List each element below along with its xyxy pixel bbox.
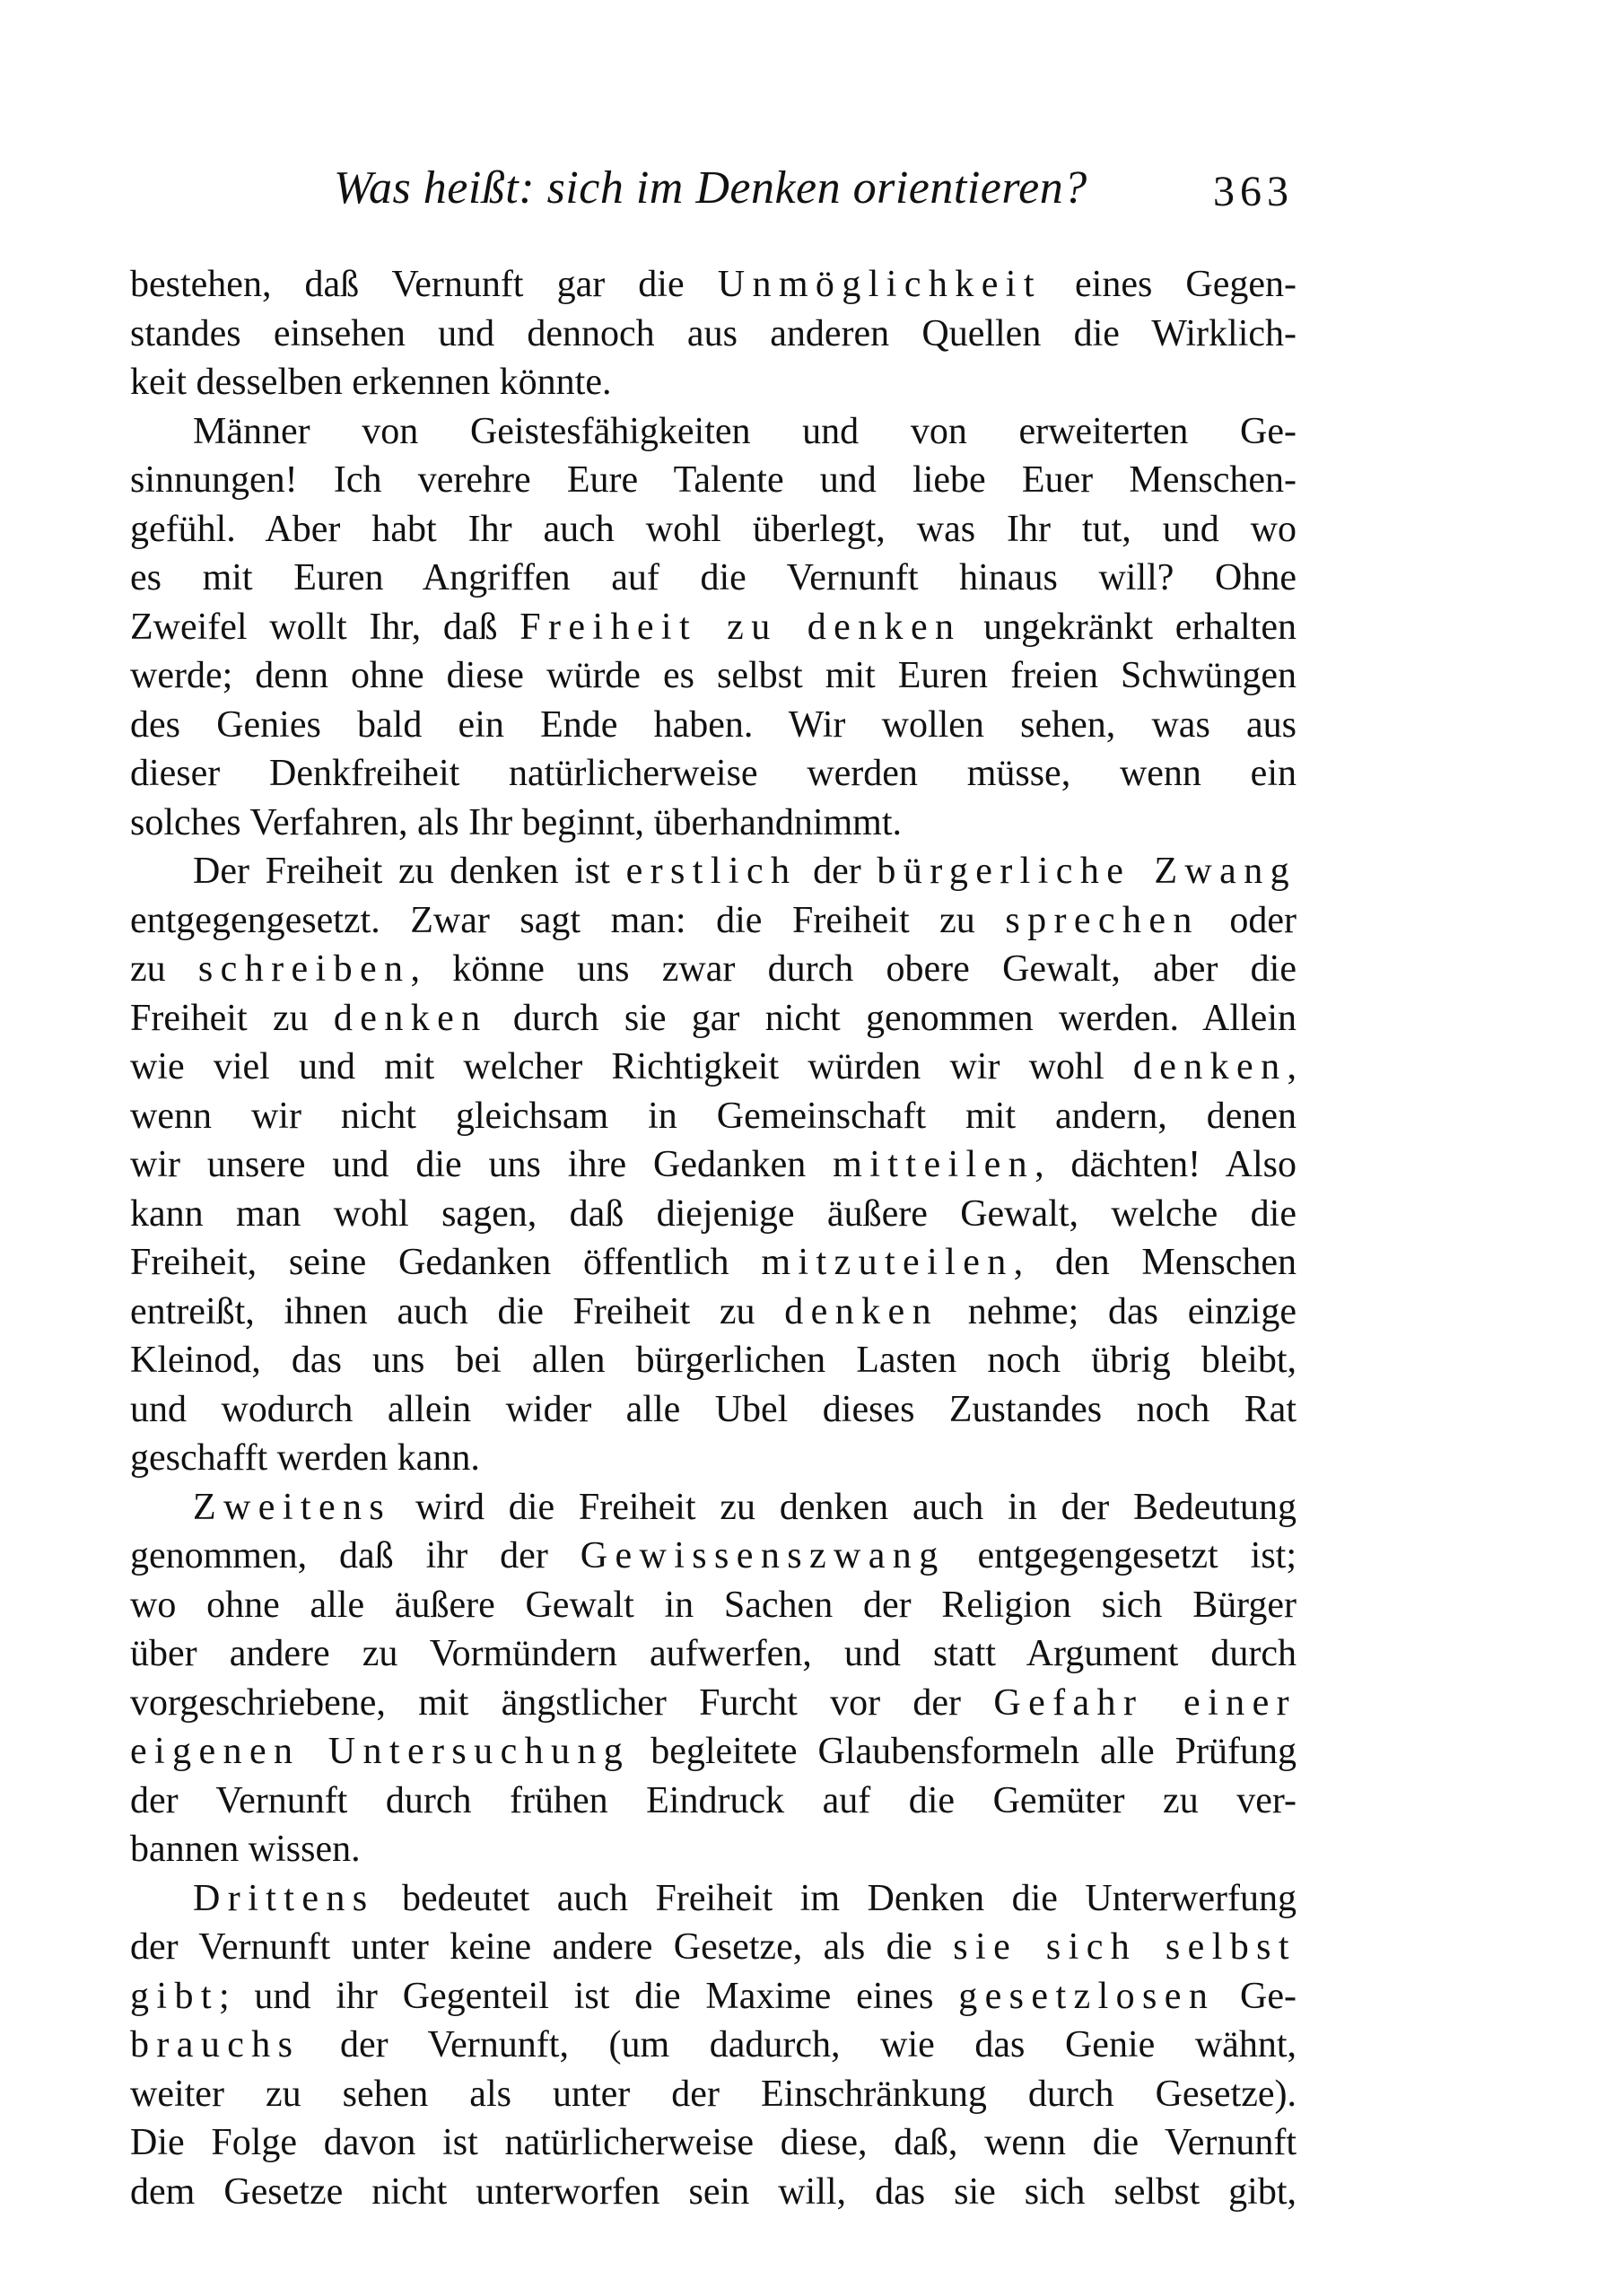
text-segment: es mit Euren Angriffen auf die Vernunft hinaus will? Ohne <box>130 557 1297 598</box>
text-segment: solches Verfahren, als Ihr beginnt, überhandnimmt. <box>130 801 902 843</box>
text-segment: werde; denn ohne diese würde es selbst mit Euren freien Schwüngen <box>130 655 1297 696</box>
spaced-emphasis: mitteilen <box>833 1144 1035 1185</box>
text-line <box>130 603 1297 651</box>
text-line <box>130 260 1297 309</box>
text-segment: oder <box>1199 899 1297 941</box>
text-line <box>130 1727 1297 1776</box>
text-line <box>130 749 1297 798</box>
text-segment: zu <box>130 948 198 990</box>
text-segment: bannen wissen. <box>130 1829 361 1870</box>
text-line <box>130 2118 1297 2167</box>
text-line <box>130 358 1297 406</box>
text-segment: geschafft werden kann. <box>130 1437 480 1479</box>
spaced-emphasis: sprechen <box>1005 899 1200 941</box>
text-segment: Zweifel wollt Ihr, daß <box>130 606 520 648</box>
text-segment: des Genies bald ein Ende haben. Wir wollen sehen, was aus <box>130 703 1297 746</box>
text-line <box>130 1777 1297 1825</box>
spaced-emphasis: Zweitens <box>193 1486 392 1528</box>
text-segment: und wodurch allein wider alle Ubel dieses Zustandes noch Rat <box>130 1388 1297 1430</box>
spaced-emphasis: eigenen Untersuchung <box>130 1731 631 1772</box>
text-segment: wo ohne alle äußere Gewalt in Sachen der Religion sich Bürger <box>130 1584 1297 1626</box>
text-segment: Ge- <box>1215 1975 1297 2017</box>
text-line <box>130 1434 1297 1482</box>
text-segment: durch sie gar nicht genommen werden. Allein <box>487 997 1297 1039</box>
page-number: 363 <box>1213 168 1294 215</box>
spaced-emphasis: bürgerliche Zwang <box>877 851 1297 892</box>
text-segment: , <box>1287 1046 1297 1087</box>
spaced-emphasis: sie sich selbst <box>953 1926 1297 1968</box>
text-line <box>130 1288 1297 1336</box>
text-segment: ; und ihr Gegenteil ist die Maxime eines <box>218 1975 959 2017</box>
text-line <box>130 2021 1297 2069</box>
spaced-emphasis: brauchs <box>130 2024 301 2065</box>
text-segment: der Vernunft, (um dadurch, wie das Genie wähnt, <box>300 2024 1297 2065</box>
text-line <box>130 1140 1297 1189</box>
text-segment: Der Freiheit zu denken ist <box>193 851 626 892</box>
text-segment: entreißt, ihnen auch die Freiheit zu <box>130 1290 785 1332</box>
text-segment: der <box>797 851 877 892</box>
text-line <box>130 1825 1297 1873</box>
spaced-emphasis: schreiben <box>197 948 411 990</box>
text-line <box>130 1238 1297 1287</box>
spaced-emphasis: gibt <box>130 1975 219 2017</box>
text-segment: Männer von Geistesfähigkeiten und von erweiterten Ge- <box>193 410 1297 452</box>
text-segment: vorgeschriebene, mit ängstlicher Furcht vor der <box>130 1681 994 1724</box>
text-segment: Freiheit, seine Gedanken öffentlich <box>130 1242 762 1283</box>
text-line <box>130 310 1297 358</box>
text-segment: genommen, daß ihr der <box>130 1535 581 1576</box>
text-segment: der Vernunft unter keine andere Gesetze, als die <box>130 1926 954 1968</box>
text-segment: kann man wohl sagen, daß diejenige äußere Gewalt, welche die <box>130 1192 1297 1235</box>
text-segment: Freiheit zu <box>130 997 334 1039</box>
text-segment: , den Menschen <box>1013 1242 1297 1283</box>
running-header-title: Was heißt: sich im Denken orientieren? <box>334 162 1087 214</box>
text-segment: eines Gegen- <box>1041 264 1297 305</box>
text-segment: entgegengesetzt. Zwar sagt man: die Freiheit zu <box>130 899 1006 941</box>
text-segment: wenn wir nicht gleichsam in Gemeinschaft mit andern, denen <box>130 1095 1297 1137</box>
text-line <box>193 1483 1297 1532</box>
text-line <box>130 651 1297 700</box>
text-segment: nehme; das einzige <box>938 1290 1297 1332</box>
spaced-emphasis: Gefahr einer <box>993 1681 1297 1724</box>
text-line <box>130 1679 1297 1727</box>
text-segment: der Vernunft durch frühen Eindruck auf die Gemüter zu ver- <box>130 1779 1297 1821</box>
text-segment: über andere zu Vormündern aufwerfen, und statt Argument durch <box>130 1633 1297 1674</box>
text-line <box>130 554 1297 602</box>
text-segment: ungekränkt erhalten <box>961 606 1297 648</box>
text-segment: standes einsehen und dennoch aus anderen Quellen die Wirklich- <box>130 312 1297 354</box>
spaced-emphasis: Gewissenszwang <box>580 1535 946 1576</box>
text-segment: begleitete Glaubensformeln alle Prüfung <box>630 1731 1297 1772</box>
text-line <box>130 1581 1297 1629</box>
text-segment: dieser Denkfreiheit natürlicherweise werden müsse, wenn ein <box>130 753 1297 794</box>
spaced-emphasis: Drittens <box>193 1877 375 1919</box>
text-segment: sinnungen! Ich verehre Eure Talente und liebe Euer Menschen- <box>130 459 1297 501</box>
text-line <box>130 1190 1297 1238</box>
spaced-emphasis: gesetzlosen <box>958 1975 1216 2017</box>
spaced-emphasis: denken <box>1132 1046 1288 1087</box>
text-line <box>193 847 1297 895</box>
text-line <box>130 1923 1297 1971</box>
text-segment: Die Folge davon ist natürlicherweise diese, daß, wenn die Vernunft <box>130 2122 1297 2163</box>
text-line <box>130 2070 1297 2118</box>
spaced-emphasis: mitzuteilen <box>761 1242 1014 1283</box>
text-segment: dem Gesetze nicht unterworfen sein will, das sie sich selbst gibt, <box>130 2170 1297 2213</box>
text-line <box>193 407 1297 456</box>
text-line <box>130 1532 1297 1580</box>
text-segment: keit desselben erkennen könnte. <box>130 362 612 403</box>
spaced-emphasis: denken <box>333 997 488 1039</box>
text-segment: Kleinod, das uns bei allen bürgerlichen Lasten noch übrig bleibt, <box>130 1340 1297 1381</box>
text-line <box>130 1092 1297 1140</box>
text-segment: , dächten! Also <box>1035 1144 1297 1185</box>
spaced-emphasis: Freiheit zu denken <box>520 606 962 648</box>
spaced-emphasis: Unmöglichkeit <box>717 264 1042 305</box>
text-segment: bedeutet auch Freiheit im Denken die Unterwerfung <box>374 1877 1297 1919</box>
text-segment: entgegengesetzt ist; <box>945 1535 1297 1576</box>
text-segment: wir unsere und die uns ihre Gedanken <box>130 1144 834 1185</box>
text-segment: wird die Freiheit zu denken auch in der Bedeutung <box>391 1486 1297 1528</box>
text-line <box>130 994 1297 1043</box>
text-line <box>193 1874 1297 1923</box>
spaced-emphasis: denken <box>784 1290 939 1332</box>
text-line <box>130 896 1297 945</box>
spaced-emphasis: erstlich <box>625 851 798 892</box>
text-segment: gefühl. Aber habt Ihr auch wohl überlegt, was Ihr tut, und wo <box>130 508 1297 550</box>
text-line <box>130 701 1297 749</box>
text-line <box>130 1629 1297 1678</box>
text-segment: wie viel und mit welcher Richtigkeit würden wir wohl <box>130 1046 1133 1087</box>
text-segment: bestehen, daß Vernunft gar die <box>130 264 718 305</box>
text-line <box>130 1972 1297 2021</box>
text-line <box>130 505 1297 554</box>
text-line <box>130 945 1297 993</box>
text-line <box>130 2168 1297 2216</box>
text-line <box>130 1336 1297 1384</box>
text-line <box>130 1385 1297 1434</box>
text-segment: , könne uns zwar durch obere Gewalt, aber die <box>410 948 1297 990</box>
text-line <box>130 1043 1297 1091</box>
text-line <box>130 799 1297 847</box>
text-line <box>130 456 1297 504</box>
text-segment: weiter zu sehen als unter der Einschränkung durch Gesetze). <box>130 2073 1297 2115</box>
